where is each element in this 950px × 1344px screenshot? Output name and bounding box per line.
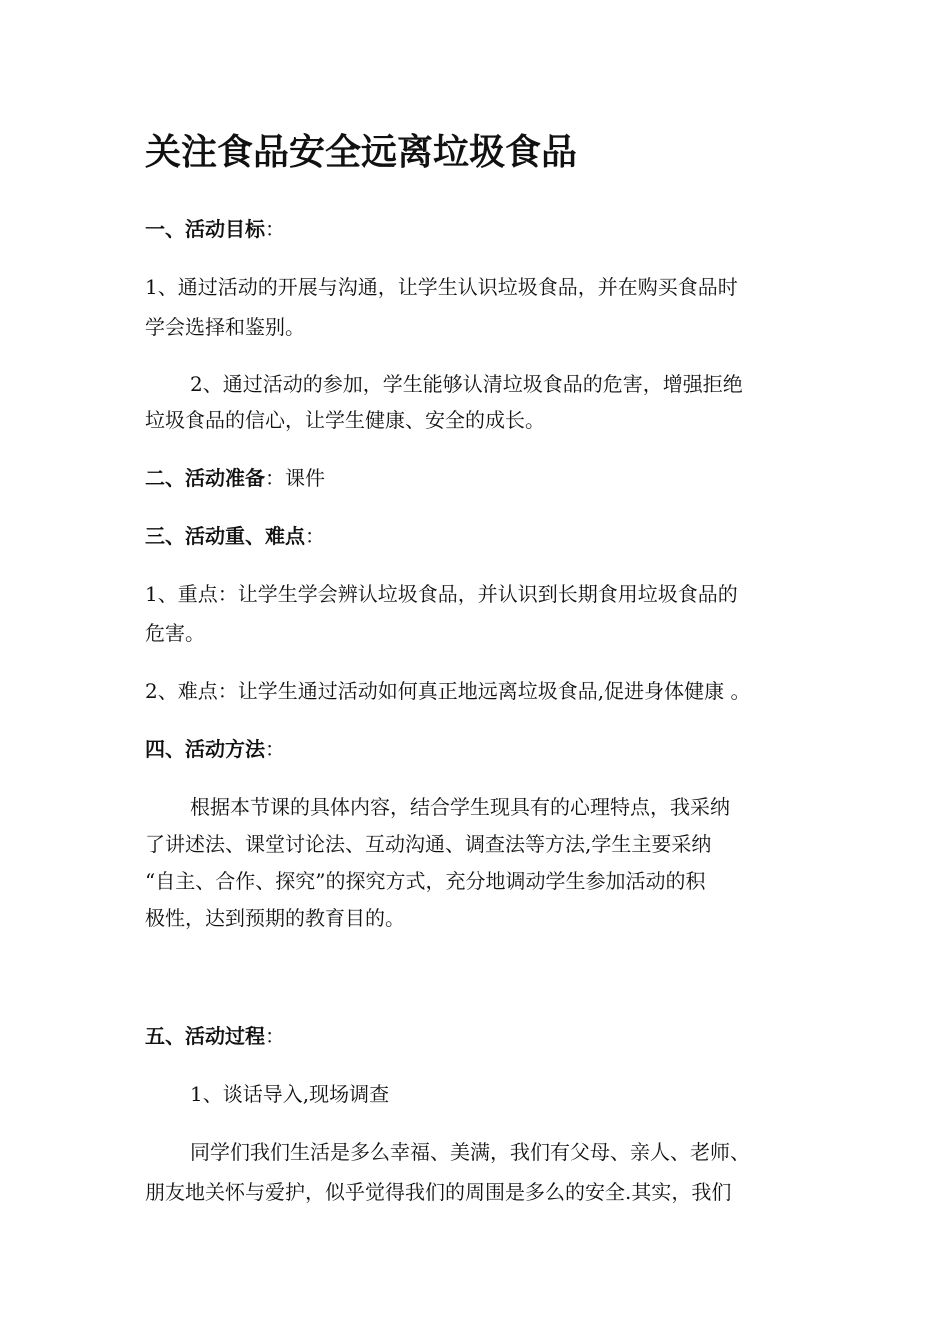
section-1-heading [145, 215, 285, 243]
section-3-item-1-line-1: 1、重点：让学生学会辨认垃圾食品，并认识到长期食用垃圾食品的 [145, 582, 738, 606]
section-3-item-1-line-2: 危害。 [145, 621, 205, 645]
section-2-heading-rest: ：课件 [265, 466, 325, 490]
section-1-item-1-line-1: 1、通过活动的开展与沟通，让学生认识垃圾食品，并在购买食品时 [145, 275, 738, 299]
section-5-subheading-1: 1、谈话导入,现场调查 [190, 1082, 390, 1106]
section-1-item-2-line-2: 垃圾食品的信心，让学生健康、安全的成长。 [145, 408, 545, 432]
section-2-heading-text: 二、活动准备 [145, 466, 265, 490]
section-4-paragraph-line-4: 极性，达到预期的教育目的。 [145, 906, 405, 930]
section-4-paragraph-line-3: “自主、合作、探究”的探究方式，充分地调动学生参加活动的积 [145, 869, 706, 893]
section-4-heading-colon: ： [265, 737, 285, 761]
section-4-heading-text: 四、活动方法 [145, 737, 265, 761]
section-4-heading [145, 735, 285, 763]
section-5-heading [145, 1022, 285, 1050]
section-5-paragraph-line-1: 同学们我们生活是多么幸福、美满，我们有父母、亲人、老师、 [190, 1140, 750, 1164]
section-3-heading-text: 三、活动重、难点 [145, 524, 305, 548]
section-1-item-2-line-1: 2、通过活动的参加，学生能够认清垃圾食品的危害，增强拒绝 [190, 372, 743, 396]
section-1-heading-text: 一、活动目标 [145, 217, 265, 241]
section-2-heading [145, 464, 325, 492]
section-3-item-2-line-1: 2、难点：让学生通过活动如何真正地远离垃圾食品,促进身体健康 。 [145, 679, 751, 703]
section-5-heading-text: 五、活动过程 [145, 1024, 265, 1048]
section-5-paragraph-line-2: 朋友地关怀与爱护，似乎觉得我们的周围是多么的安全.其实，我们 [145, 1180, 732, 1204]
section-3-heading-colon: ： [305, 524, 325, 548]
section-4-paragraph-line-1: 根据本节课的具体内容，结合学生现具有的心理特点，我采纳 [190, 795, 730, 819]
section-4-paragraph-line-2: 了讲述法、课堂讨论法、互动沟通、调查法等方法,学生主要采纳 [145, 832, 712, 856]
section-5-heading-colon: ： [265, 1024, 285, 1048]
section-1-heading-colon: ： [265, 217, 285, 241]
section-3-heading [145, 522, 325, 550]
section-1-item-1-line-2: 学会选择和鉴别。 [145, 315, 305, 339]
document-title: 关注食品安全远离垃圾食品 [145, 131, 578, 173]
